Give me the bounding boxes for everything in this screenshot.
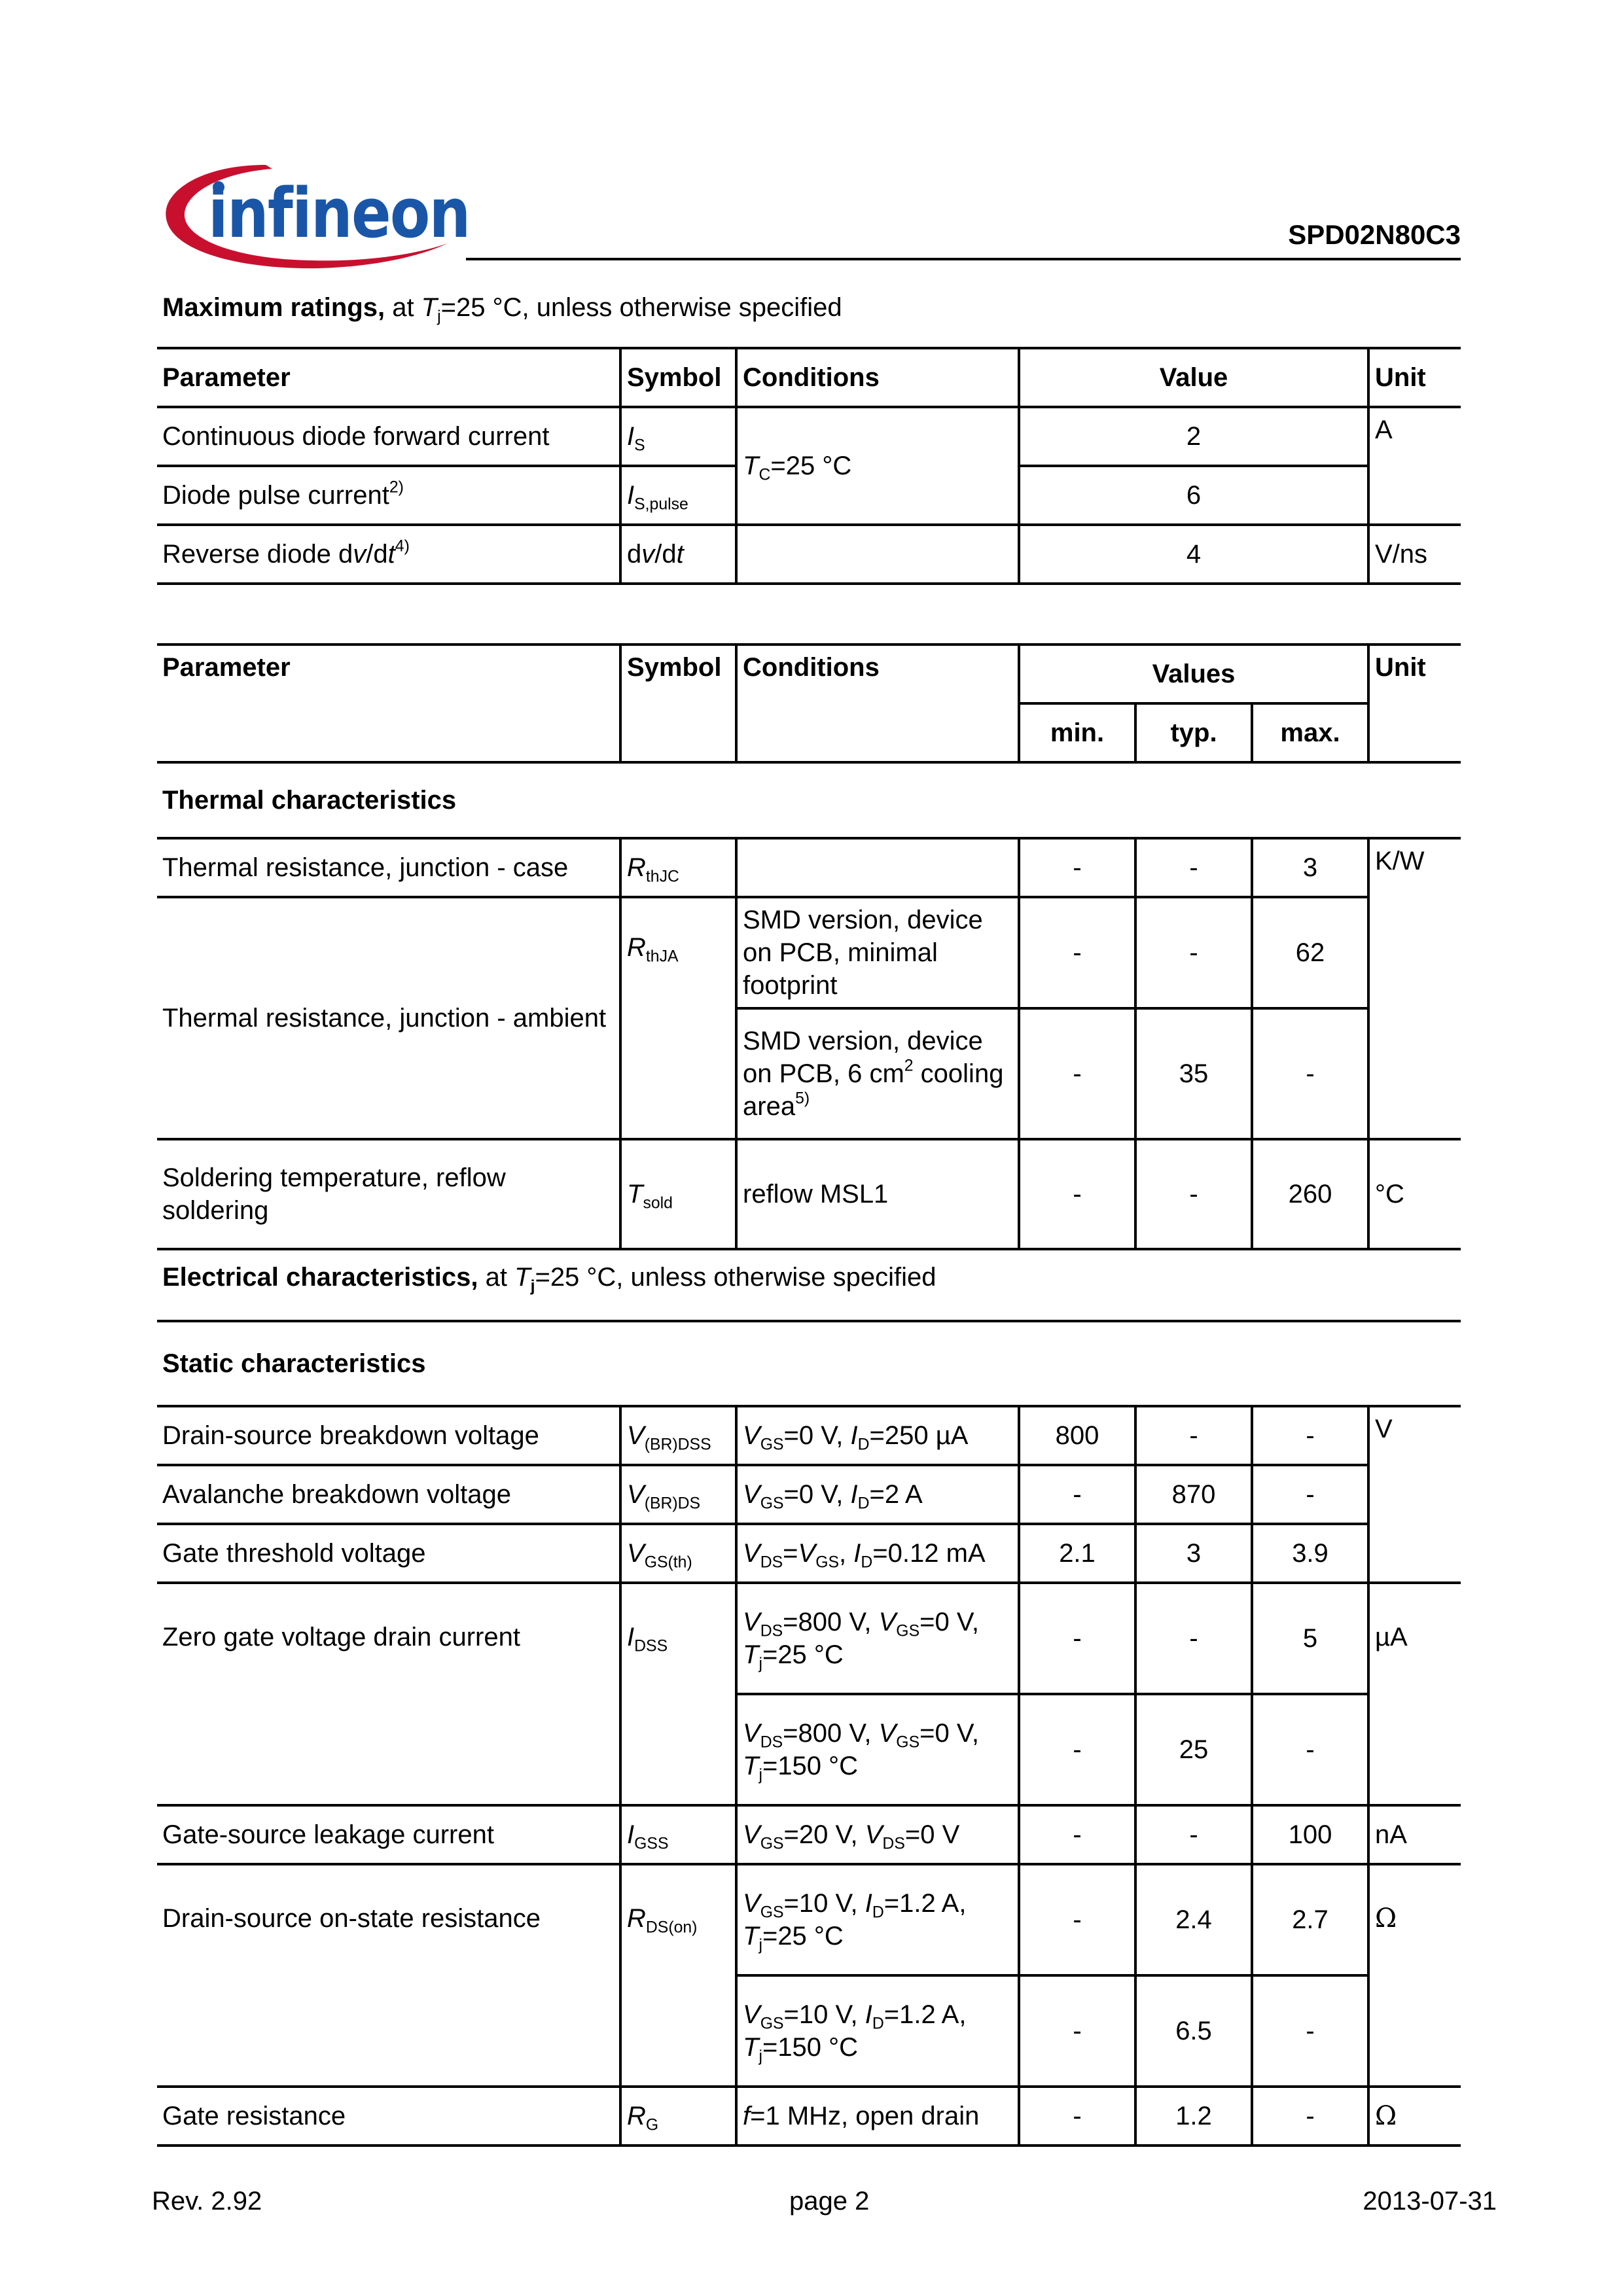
table-subheader-row: min. typ. max. <box>157 703 1461 762</box>
table-row: SMD version, device on PCB, 6 $cm^2$ cooling area$^{5)}$ - 35 - <box>157 1008 1461 1139</box>
header-rule <box>466 258 1461 260</box>
table-row: Soldering temperature, reflow soldering $T_{sold}$ reflow MSL1 - - 260 °C <box>157 1139 1461 1249</box>
characteristics-table <box>157 643 1461 2147</box>
logo-wordmark: infineon <box>208 173 470 253</box>
col-value: Value <box>1019 348 1368 407</box>
table-row: Avalanche breakdown voltage $V_{(BR)DS}$ $V_{GS}=0$ V, $I_D=2$ A - 870 - <box>157 1465 1461 1524</box>
table-row: Zero gate voltage drain current $I_{DSS}$ $V_{DS}=800$ V, $V_{GS}=0$ V, $T_j=25$ °C - - 5 µA <box>157 1583 1461 1694</box>
section-row: Static characteristics <box>157 1321 1461 1406</box>
table-row: Gate threshold voltage $V_{GS(th)}$ $V_{DS}=V_{GS}$, $I_D=0.12$ mA 2.1 3 3.9 <box>157 1524 1461 1583</box>
table-row: Gate resistance $R_G$ f=1 MHz, open drain - 1.2 - Ω <box>157 2087 1461 2146</box>
table-row: Thermal resistance, junction - case $R_{thJC}$ - - 3 K/W <box>157 838 1461 897</box>
section-row: Electrical characteristics, at $T_j=25$ °C, unless otherwise specified <box>157 1249 1461 1321</box>
table-header-row <box>157 348 1461 407</box>
col-symbol: Symbol <box>620 348 736 407</box>
table-row: Thermal resistance, junction - ambient $R_{thJA}$ SMD version, device on PCB, minimal footprint - - 62 <box>157 897 1461 1008</box>
table-header-row: Parameter Symbol Conditions Values Unit <box>157 645 1461 703</box>
table-row: $V_{GS}=10$ V, $I_D=1.2$ A, $T_j=150$ °C - 6.5 - <box>157 1975 1461 2087</box>
table-row: Continuous diode forward current $I_S$ $T_C=25$ °C 2 A <box>157 407 1461 466</box>
table-row: Drain-source breakdown voltage $V_{(BR)DSS}$ $V_{GS}=0$ V, $I_D=250$ µA 800 - - V <box>157 1406 1461 1465</box>
max-ratings-caption: Maximum ratings, at $T_j=25$ °C, unless otherwise specified <box>162 293 842 326</box>
col-conditions: Conditions <box>736 348 1019 407</box>
max-ratings-table <box>157 347 1461 585</box>
footer-date: 2013-07-31 <box>1363 2187 1497 2216</box>
table-row: Drain-source on-state resistance $R_{DS(on)}$ $V_{GS}=10$ V, $I_D=1.2$ A, $T_j=25$ °C - 2.4 2.7 Ω <box>157 1864 1461 1975</box>
col-unit: Unit <box>1368 348 1461 407</box>
footer-page-number: page 2 <box>789 2187 870 2216</box>
part-number: SPD02N80C3 <box>1288 219 1461 250</box>
footer-revision: Rev. 2.92 <box>152 2187 262 2216</box>
table-row: Diode pulse current$^{2)}$ $I_{S,pulse}$ 6 <box>157 466 1461 525</box>
table-row: $V_{DS}=800$ V, $V_{GS}=0$ V, $T_j=150$ °C - 25 - <box>157 1694 1461 1805</box>
col-parameter: Parameter <box>157 348 620 407</box>
infineon-logo <box>161 153 470 277</box>
section-row: Thermal characteristics <box>157 762 1461 838</box>
table-row: Gate-source leakage current $I_{GSS}$ $V_{GS}=20$ V, $V_{DS}=0$ V - - 100 nA <box>157 1805 1461 1864</box>
table-row: Reverse diode $dv/dt^{4)}$ dv/dt 4 V/ns <box>157 525 1461 584</box>
